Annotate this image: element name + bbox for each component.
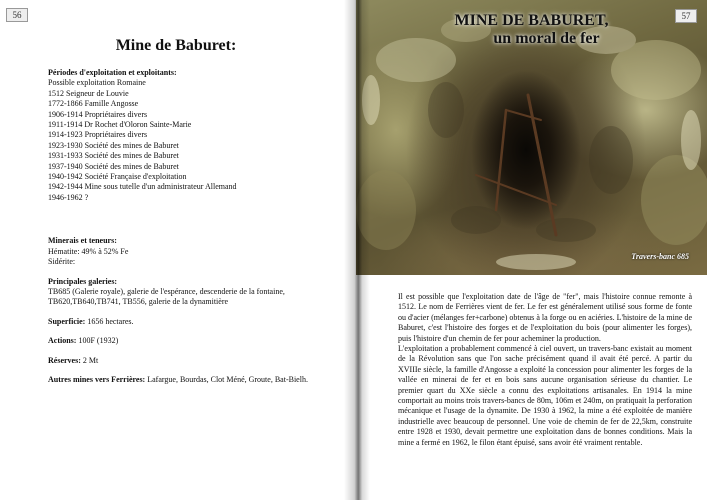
galleries-section xyxy=(48,277,338,308)
period-line: Possible exploitation Romaine xyxy=(48,78,146,88)
period-line: 1940-1942 Société Française d'exploitation xyxy=(48,172,187,182)
actions-line xyxy=(48,336,338,346)
periods-section xyxy=(48,68,338,203)
history-paragraph: Il est possible que l'exploitation date de l'âge de "fer", mais l'histoire connue remonte à 1512. Le nom de Ferrières vient de fer. Le fer est généralement utilisé sous forme de fonte ou d'acier (mélanges fer+carbone) obtenus à la forge ou en aciéries. L'histoire de la mine de Baburet, c'est l'histoire des forges et de l'exploitation du bois (pour alimenter les forges), puis l'histoire d'un chemin de fer pour acheminer la production. xyxy=(398,292,692,343)
period-line: 1512 Seigneur de Louvie xyxy=(48,88,129,98)
actions-value: 100F (1932) xyxy=(76,336,119,346)
surface-label: Superficie: xyxy=(48,316,86,326)
other-mines-value: Lafargue, Bourdas, Clot Méné, Groute, Bat-Bielh. xyxy=(145,374,308,384)
period-line: 1942-1944 Mine sous tutelle d'un administrateur Allemand xyxy=(48,182,237,192)
period-line: 1911-1914 Dr Rochet d'Oloron Sainte-Marie xyxy=(48,120,192,130)
history-text xyxy=(398,292,692,448)
reserves-label: Réserves: xyxy=(48,355,81,365)
gallery-line: TB685 (Galerie royale), galerie de l'espérance, descenderie de la fontaine, xyxy=(48,286,285,296)
period-line: 1923-1930 Société des mines de Baburet xyxy=(48,140,179,150)
period-line: 1937-1940 Société des mines de Baburet xyxy=(48,161,179,171)
chapter-title-line1: MINE DE BABURET, xyxy=(454,12,609,29)
period-line: 1946-1962 ? xyxy=(48,192,89,202)
periods-heading: Périodes d'exploitation et exploitants: xyxy=(48,68,177,77)
chapter-title-line2: un moral de fer xyxy=(493,30,600,47)
right-page xyxy=(356,0,707,500)
chapter-title xyxy=(356,12,707,48)
period-line: 1914-1923 Propriétaires divers xyxy=(48,130,148,140)
mineral-line: Hématite: 49% à 52% Fe xyxy=(48,246,129,256)
page-number-right: 57 xyxy=(675,9,697,23)
minerals-heading: Minerais et teneurs: xyxy=(48,236,117,246)
mineral-line: Sidérite: xyxy=(48,257,76,267)
page-title: Mine de Baburet: xyxy=(115,37,237,54)
mine-tunnel-photo xyxy=(356,0,707,275)
other-mines-line xyxy=(48,375,338,385)
surface-line xyxy=(48,317,338,327)
reserves-value: 2 Mt xyxy=(80,355,99,365)
period-line: 1906-1914 Propriétaires divers xyxy=(48,109,148,119)
mine-info xyxy=(48,68,338,394)
history-paragraph: L'exploitation a probablement commencé à ciel ouvert, un travers-banc existait au moment de la Révolution sans que l'on sache précisément quand il avait été percé. A partir du XVIIIe siècle, la famille d'Angosse a exploité la concession pour alimenter les forges de la vallée en minerai de fer et en bois sans aucune organisation sérieuse du chantier. Le premier quart du XXe siècle a connu des exploitations artisanales. En 1914 la mine comportait au moins trois travers-bancs de 80m, 106m et 240m, on pratiquait la perforation mécanique et l'usage de la dynamite. De 1930 à 1962, la mine a été exploitée de manière industrielle avec beaucoup de personnel. Une voie de chemin de fer de 22,5km, construite entre 1928 et 1930, devait permettre une exploitation dans de bonnes conditions. Mais la mine a fermé en 1962, le filon étant épuisé, sans avoir été vraiment rentable. xyxy=(398,344,692,447)
galleries-heading: Principales galeries: xyxy=(48,276,118,286)
book-gutter xyxy=(344,0,370,500)
photo-caption: Travers-banc 685 xyxy=(631,252,689,261)
gallery-line: TB620,TB640,TB741, TB556, galerie de la dynamitière xyxy=(48,297,229,307)
other-mines-label: Autres mines vers Ferrières: xyxy=(48,374,146,384)
minerals-section xyxy=(48,236,338,267)
left-page xyxy=(0,0,352,500)
page-number-left: 56 xyxy=(6,8,28,22)
surface-value: 1656 hectares. xyxy=(85,316,134,326)
reserves-line xyxy=(48,356,338,366)
period-line: 1772-1866 Famille Angosse xyxy=(48,99,139,109)
actions-label: Actions: xyxy=(48,336,77,346)
period-line: 1931-1933 Société des mines de Baburet xyxy=(48,151,179,161)
